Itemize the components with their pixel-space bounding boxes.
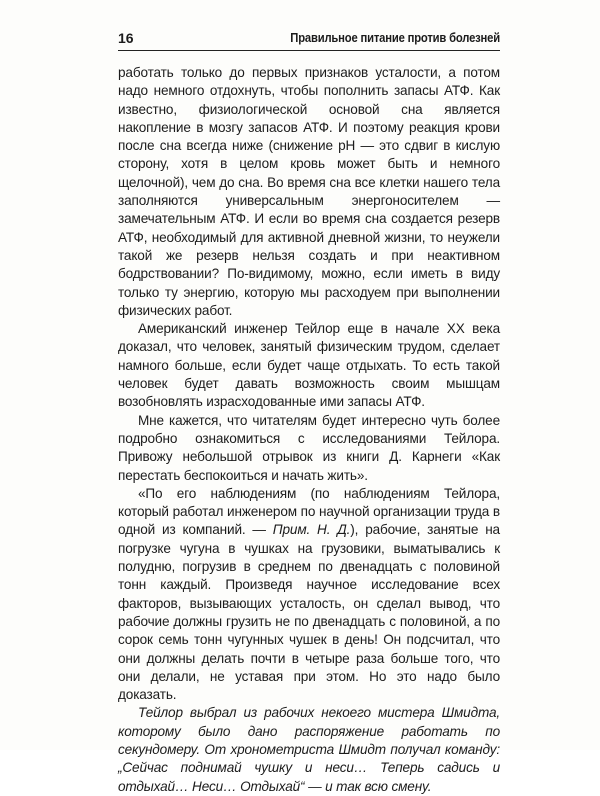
quote-text-before-note: «По его наблюдениям (по наблюдениям Тейлора, который работал инженером по научной организации труда в одной из компаний. —	[118, 485, 500, 538]
paragraph-continued: работать только до первых признаков усталости, а потом надо немного отдохнуть, чтобы пополнить запасы АТФ. Как известно, физиологической основой сна является накопление в мозгу запасов АТФ. И поэтому реакция крови после сна всегда ниже (снижение рН — это сдвиг в кислую сторону, хотя в целом кровь может быть и немного щелочной), чем до сна. Во время сна все клетки нашего тела заполняются универсальным энергоносителем — замечательным АТФ. И если во время сна создается резерв АТФ, необходимый для активной дневной жизни, то неужели такой же резерв нельзя создать и при неактивном бодрствовании? По-видимому, можно, если иметь в виду только ту энергию, которую мы расходуем при выполнении физических работ.	[118, 65, 500, 318]
page-number: 16	[118, 30, 134, 46]
quote-text-after-note: ), рабочие, занятые на погрузке чугуна в чушках на грузовики, выматывались к полудню, погрузив в среднем по двенадцать с половиной тонн каждый. Произведя научное исследование всех факторов, вызывающих усталость, он сделал вывод, что рабочие должны грузить не по двенадцать с половиной, а по сорок семь тонн чугунных чушек в день! Он подсчитал, что они должны делать почти в четыре раза больше того, что они делали, не уставая при этом. Но это надо было доказать.	[118, 522, 500, 703]
editor-note: Прим. Н. Д.	[272, 522, 351, 538]
running-header	[118, 28, 500, 51]
paragraph-taylor: Американский инженер Тейлор еще в начале XX века доказал, что человек, занятый физическим трудом, сделает намного больше, если будет чаще отдыхать. То есть такой человек будет давать возможность своим мышцам возобновлять израсходованные ими запасы АТФ.	[118, 321, 500, 410]
body-text	[118, 64, 500, 796]
paragraph-carnegie: Мне кажется, что читателям будет интересно чуть более подробно ознакомиться с исследованиями Тейлора. Привожу небольшой отрывок из книги Д. Карнеги «Как перестать беспокоиться и начать жить».	[118, 412, 500, 483]
book-title: Правильное питание против болезней	[290, 31, 500, 45]
paragraph-schmidt: Тейлор выбрал из рабочих некоего мистера Шмидта, которому было дано распоряжение работать по секундомеру. От хронометриста Шмидт получал команду: „Сейчас поднимай чушку и неси… Теперь садись и отдыхай… Неси… Отдыхай“ — и так всю смену.	[118, 705, 500, 794]
paragraph-quote	[118, 485, 500, 705]
